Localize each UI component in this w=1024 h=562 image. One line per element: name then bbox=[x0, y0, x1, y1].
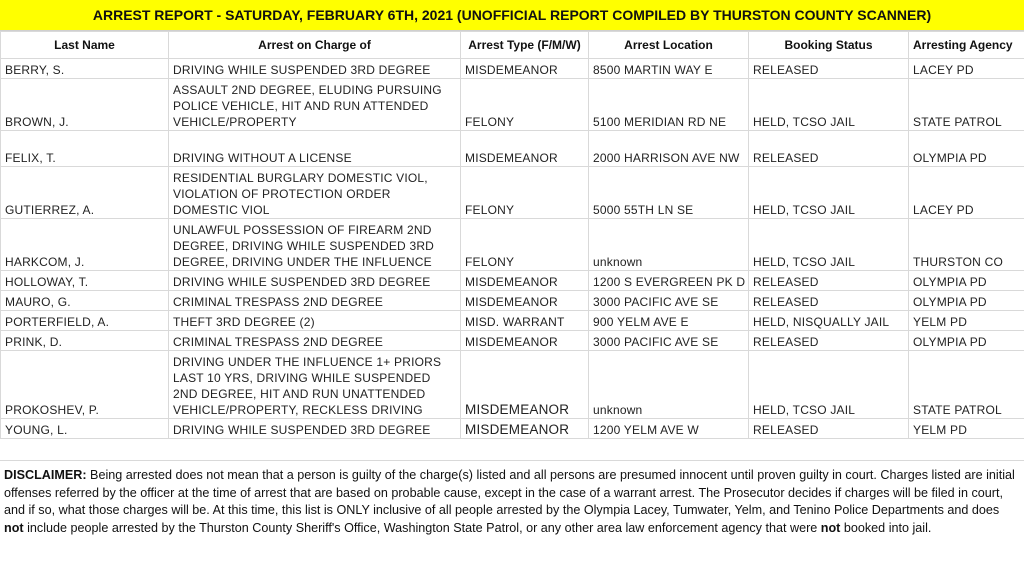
table-row bbox=[1, 79, 1024, 131]
cell-last-name: PROKOSHEV, P. bbox=[1, 351, 169, 419]
cell-arrest-type: MISDEMEANOR bbox=[461, 271, 589, 291]
table-row bbox=[1, 311, 1024, 331]
cell-charge: CRIMINAL TRESPASS 2ND DEGREE bbox=[169, 331, 461, 351]
disclaimer-text-1: Being arrested does not mean that a person is guilty of the charge(s) listed and all persons are presumed innocent until proven guilty in court. Charges listed are initial offenses referred by the officer at the time of arrest that are based on probable cause, except in the case of a warrant arrest. The Prosecutor decides if charges will be filed in court, and if so, what those charges will be. At this time, this list is ONLY inclusive of all people arrested by the Olympia Lacey, Tumwater, Yelm, and Tenino Police Departments and does bbox=[4, 468, 1015, 518]
cell-arrest-type: FELONY bbox=[461, 167, 589, 219]
cell-last-name: YOUNG, L. bbox=[1, 419, 169, 439]
disclaimer-text-3: booked into jail. bbox=[840, 520, 932, 535]
cell-arresting-agency: LACEY PD bbox=[909, 59, 1024, 79]
cell-arrest-type: MISDEMEANOR bbox=[461, 351, 589, 419]
header-charge: Arrest on Charge of bbox=[169, 32, 461, 59]
cell-last-name: PORTERFIELD, A. bbox=[1, 311, 169, 331]
cell-last-name: HOLLOWAY, T. bbox=[1, 271, 169, 291]
table-row bbox=[1, 291, 1024, 311]
cell-arresting-agency: THURSTON CO bbox=[909, 219, 1024, 271]
cell-charge: THEFT 3RD DEGREE (2) bbox=[169, 311, 461, 331]
table-row bbox=[1, 219, 1024, 271]
cell-arrest-location: 3000 PACIFIC AVE SE bbox=[589, 291, 749, 311]
disclaimer-not-1: not bbox=[4, 520, 24, 535]
cell-arrest-type: MISD. WARRANT bbox=[461, 311, 589, 331]
disclaimer-text-2: include people arrested by the Thurston County Sheriff's Office, Washington State Patrol, or any other area law enforcement agency that were bbox=[23, 520, 821, 535]
cell-last-name: PRINK, D. bbox=[1, 331, 169, 351]
cell-arrest-type: MISDEMEANOR bbox=[461, 131, 589, 167]
cell-booking-status: HELD, TCSO JAIL bbox=[749, 219, 909, 271]
cell-booking-status: HELD, NISQUALLY JAIL bbox=[749, 311, 909, 331]
cell-arrest-type: MISDEMEANOR bbox=[461, 291, 589, 311]
cell-booking-status: RELEASED bbox=[749, 131, 909, 167]
cell-arrest-location: 5000 55TH LN SE bbox=[589, 167, 749, 219]
cell-arrest-location: 3000 PACIFIC AVE SE bbox=[589, 331, 749, 351]
cell-last-name: MAURO, G. bbox=[1, 291, 169, 311]
cell-charge: DRIVING UNDER THE INFLUENCE 1+ PRIORS LAST 10 YRS, DRIVING WHILE SUSPENDED 2ND DEGREE, HIT AND RUN UNATTENDED VEHICLE/PROPERTY, RECKLESS DRIVING bbox=[169, 351, 461, 419]
cell-arresting-agency: LACEY PD bbox=[909, 167, 1024, 219]
cell-arresting-agency: OLYMPIA PD bbox=[909, 131, 1024, 167]
cell-booking-status: HELD, TCSO JAIL bbox=[749, 351, 909, 419]
cell-arresting-agency: OLYMPIA PD bbox=[909, 271, 1024, 291]
cell-last-name: HARKCOM, J. bbox=[1, 219, 169, 271]
disclaimer bbox=[0, 460, 1024, 537]
header-arrest-location: Arrest Location bbox=[589, 32, 749, 59]
cell-arresting-agency: YELM PD bbox=[909, 311, 1024, 331]
cell-arrest-type: MISDEMEANOR bbox=[461, 59, 589, 79]
header-arrest-type: Arrest Type (F/M/W) bbox=[461, 32, 589, 59]
cell-charge: DRIVING WHILE SUSPENDED 3RD DEGREE bbox=[169, 59, 461, 79]
report-title: ARREST REPORT - SATURDAY, FEBRUARY 6TH, 2021 (UNOFFICIAL REPORT COMPILED BY THURSTON COUNTY SCANNER) bbox=[0, 0, 1024, 31]
cell-charge: ASSAULT 2ND DEGREE, ELUDING PURSUING POLICE VEHICLE, HIT AND RUN ATTENDED VEHICLE/PROPERTY bbox=[169, 79, 461, 131]
cell-arrest-location: 2000 HARRISON AVE NW bbox=[589, 131, 749, 167]
table-header-row bbox=[1, 32, 1024, 59]
cell-arrest-location: 8500 MARTIN WAY E bbox=[589, 59, 749, 79]
cell-arresting-agency: OLYMPIA PD bbox=[909, 331, 1024, 351]
arrest-table bbox=[0, 31, 1024, 439]
cell-arrest-type: MISDEMEANOR bbox=[461, 419, 589, 439]
cell-arrest-location: unknown bbox=[589, 219, 749, 271]
cell-booking-status: HELD, TCSO JAIL bbox=[749, 79, 909, 131]
cell-booking-status: RELEASED bbox=[749, 59, 909, 79]
table-row bbox=[1, 331, 1024, 351]
cell-charge: UNLAWFUL POSSESSION OF FIREARM 2ND DEGREE, DRIVING WHILE SUSPENDED 3RD DEGREE, DRIVING UNDER THE INFLUENCE bbox=[169, 219, 461, 271]
cell-arrest-type: FELONY bbox=[461, 219, 589, 271]
table-row bbox=[1, 167, 1024, 219]
cell-arresting-agency: STATE PATROL bbox=[909, 351, 1024, 419]
cell-arresting-agency: YELM PD bbox=[909, 419, 1024, 439]
cell-charge: RESIDENTIAL BURGLARY DOMESTIC VIOL, VIOLATION OF PROTECTION ORDER DOMESTIC VIOL bbox=[169, 167, 461, 219]
table-row bbox=[1, 419, 1024, 439]
cell-arresting-agency: OLYMPIA PD bbox=[909, 291, 1024, 311]
cell-booking-status: RELEASED bbox=[749, 271, 909, 291]
table-row bbox=[1, 59, 1024, 79]
cell-arrest-location: 1200 YELM AVE W bbox=[589, 419, 749, 439]
cell-charge: DRIVING WHILE SUSPENDED 3RD DEGREE bbox=[169, 271, 461, 291]
header-booking-status: Booking Status bbox=[749, 32, 909, 59]
cell-booking-status: RELEASED bbox=[749, 331, 909, 351]
table-row bbox=[1, 131, 1024, 167]
cell-arrest-location: 900 YELM AVE E bbox=[589, 311, 749, 331]
cell-arrest-location: 1200 S EVERGREEN PK D bbox=[589, 271, 749, 291]
cell-last-name: GUTIERREZ, A. bbox=[1, 167, 169, 219]
cell-booking-status: HELD, TCSO JAIL bbox=[749, 167, 909, 219]
cell-arrest-location: unknown bbox=[589, 351, 749, 419]
cell-charge: DRIVING WITHOUT A LICENSE bbox=[169, 131, 461, 167]
cell-last-name: FELIX, T. bbox=[1, 131, 169, 167]
cell-booking-status: RELEASED bbox=[749, 419, 909, 439]
cell-charge: DRIVING WHILE SUSPENDED 3RD DEGREE bbox=[169, 419, 461, 439]
cell-arrest-type: FELONY bbox=[461, 79, 589, 131]
table-row bbox=[1, 351, 1024, 419]
cell-arrest-location: 5100 MERIDIAN RD NE bbox=[589, 79, 749, 131]
cell-arresting-agency: STATE PATROL bbox=[909, 79, 1024, 131]
disclaimer-label: DISCLAIMER: bbox=[4, 468, 87, 482]
table-row bbox=[1, 271, 1024, 291]
cell-last-name: BERRY, S. bbox=[1, 59, 169, 79]
disclaimer-not-2: not bbox=[820, 520, 841, 535]
cell-arrest-type: MISDEMEANOR bbox=[461, 331, 589, 351]
cell-booking-status: RELEASED bbox=[749, 291, 909, 311]
cell-charge: CRIMINAL TRESPASS 2ND DEGREE bbox=[169, 291, 461, 311]
cell-last-name: BROWN, J. bbox=[1, 79, 169, 131]
header-last-name: Last Name bbox=[1, 32, 169, 59]
header-arresting-agency: Arresting Agency bbox=[909, 32, 1024, 59]
